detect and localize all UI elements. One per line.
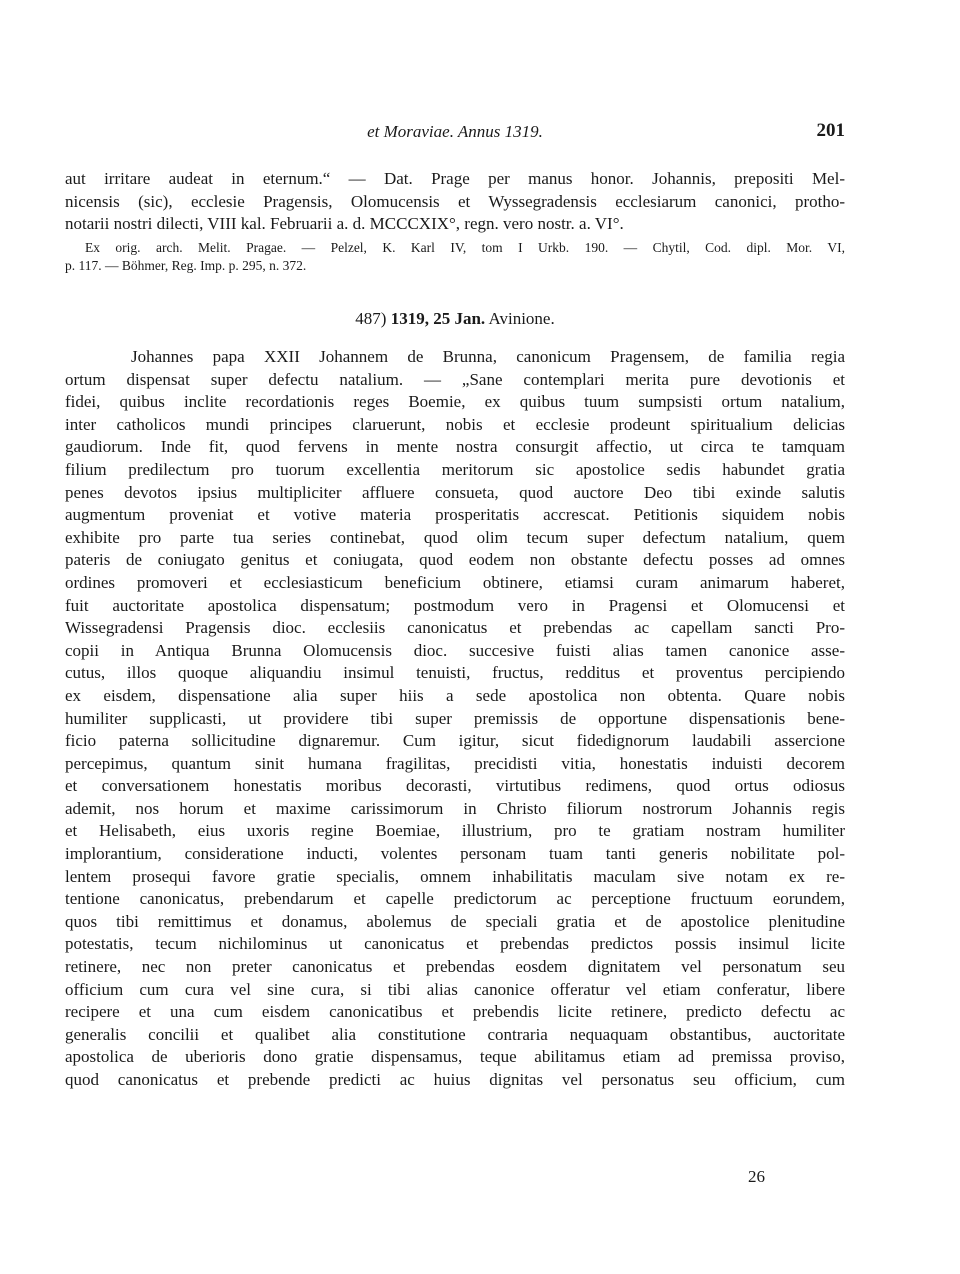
text-line: Wissegradensi Pragensis dioc. ecclesiis canonicatus et prebendas ac capellam sancti Pro-	[65, 618, 845, 638]
text-line: et Helisabeth, eius uxoris regine Boemiae, illustrium, pro te gratiam nostram humiliter	[65, 821, 845, 841]
text-line: inter catholicos mundi principes claruerunt, nobis et ecclesie prodeunt spiritualium delicias	[65, 414, 845, 434]
source-line: p. 117. — Böhmer, Reg. Imp. p. 295, n. 372.	[65, 257, 307, 273]
text-line: copii in Antiqua Brunna Olomucensis dioc. succesive fuisti alias tamen canonice asse-	[65, 640, 845, 660]
running-title: et Moraviae. Annus 1319.	[367, 122, 543, 141]
text-line: ortum dispensat super defectu natalium. — „Sane contemplari merita pure devotionis et	[65, 369, 845, 389]
text-line: potestatis, tecum nichilominus ut canonicatus et prebendas predictos possis insimul licite	[65, 934, 845, 954]
text-line: ficio paterna sollicitudine dignaremur. Cum igitur, sicut fidedignorum laudabili assercione	[65, 731, 845, 751]
text-line: quod canonicatus et prebende predicti ac huius dignitas vel personatus seu officium, cum	[65, 1070, 845, 1089]
charter-heading	[65, 308, 845, 330]
text-line: notarii nostri dilecti, VIII kal. Februarii a. d. MCCCXIX°, regn. vero nostr. a. VI°.	[65, 214, 624, 234]
text-line: ordines promoveri et ecclesiasticum beneficium obtinere, etiamsi curam animarum haberet,	[65, 572, 845, 592]
text-line: ademit, nos horum et maxime carissimorum in Christo filiorum nostrorum Johannis regis	[65, 798, 845, 818]
text-line: exhibite pro parte tua series continebat, quod olim tecum super defectum natalium, quem	[65, 527, 845, 547]
text-line: filium predilectum pro tuorum excellentia meritorum sic apostolice sedis habundet gratia	[65, 459, 845, 479]
text-line: cutus, illos quoque aliquandiu insimul tenuisti, fructus, redditus et proventus percipiendo	[65, 663, 845, 683]
source-line: Ex orig. arch. Melit. Pragae. — Pelzel, K. Karl IV, tom I Urkb. 190. — Chytil, Cod. dipl. Mor. VI,	[85, 240, 845, 255]
text-line: retinere, nec non preter canonicatus et prebendas eosdem dignitatem vel personatum seu	[65, 957, 845, 977]
running-head	[65, 122, 845, 146]
text-line: quos tibi remittimus et donamus, abolemus de speciali gratia et de apostolice plenitudine	[65, 911, 845, 931]
text-line: recipere et una cum eisdem canonicatibus et prebendis licite retinere, predicto defectu ac	[65, 1002, 845, 1022]
text-line: fuit auctoritate apostolica dispensatum; postmodum vero in Pragensi et Olomucensi et	[65, 595, 845, 615]
text-line: lentem prosequi favore gratie specialis, omnem inhabilitatis maculam sive notam ex re-	[65, 866, 845, 886]
text-line: Johannes papa XXII Johannem de Brunna, canonicum Pragensem, de familia regia	[131, 347, 845, 366]
charter-place: Avinione.	[488, 309, 555, 328]
text-line: pateris de coniugato genitus et coniugata, quod eodem non obstante defectu posses ad omnes	[65, 550, 845, 570]
text-line: penes devotos ipsius multipliciter affluere consueta, quod auctore Deo tibi exinde salutis	[65, 482, 845, 502]
previous-charter-text	[65, 168, 845, 236]
text-line: tentione canonicatus, prebendarum et capelle predictorum ac perceptione fructuum eorundem,	[65, 889, 845, 909]
text-line: percepimus, quantum sinit humana fragilitas, precidisti vitia, honestatis induisti decorem	[65, 753, 845, 773]
text-line: fidei, quibus inclite recordationis reges Boemie, ex quibus tuum sumpsisti ortum natalium,	[65, 392, 845, 412]
charter-date: 1319, 25 Jan.	[390, 309, 486, 328]
text-line: implorantium, consideratione inducti, volentes personam tuam tanti generis nobilitate pol-	[65, 844, 845, 864]
text-line: generalis concilii et qualibet alia constitutione contraria nequaquam obstantibus, auctoritate	[65, 1024, 845, 1044]
text-line: apostolica de uberioris dono gratie dispensamus, teque abilitamus etiam ad premissa proviso,	[65, 1047, 845, 1067]
text-line: nicensis (sic), ecclesie Pragensis, Olomucensis et Wyssegradensis ecclesiarum canonici, protho-	[65, 191, 845, 211]
text-line: gaudiorum. Inde fit, quod fervens in mente nostra consurgit affectio, ut circa te tamquam	[65, 437, 845, 457]
page-number: 201	[816, 120, 845, 141]
source-note	[65, 239, 845, 274]
text-line: ex eisdem, dispensatione alia super hiis a sede apostolica non obtenta. Quare nobis	[65, 685, 845, 705]
text-line: augmentum proveniat et votive materia prosperitatis accrescat. Petitionis siquidem nobis	[65, 505, 845, 525]
signature-mark: 26	[748, 1167, 765, 1186]
text-line: officium cum cura vel sine cura, si tibi alias canonice offeratur vel etiam conferatur, libere	[65, 979, 845, 999]
text-line: et conversationem honestatis moribus decorasti, virtutibus redimens, quod ortus odiosus	[65, 776, 845, 796]
charter-number: 487)	[355, 309, 387, 328]
text-line: humiliter supplicasti, ut providere tibi super premissis de opportune dispensationis bene-	[65, 708, 845, 728]
charter-body	[65, 346, 845, 1092]
text-line: aut irritare audeat in eternum.“ — Dat. Prage per manus honor. Johannis, prepositi Mel-	[65, 169, 845, 188]
